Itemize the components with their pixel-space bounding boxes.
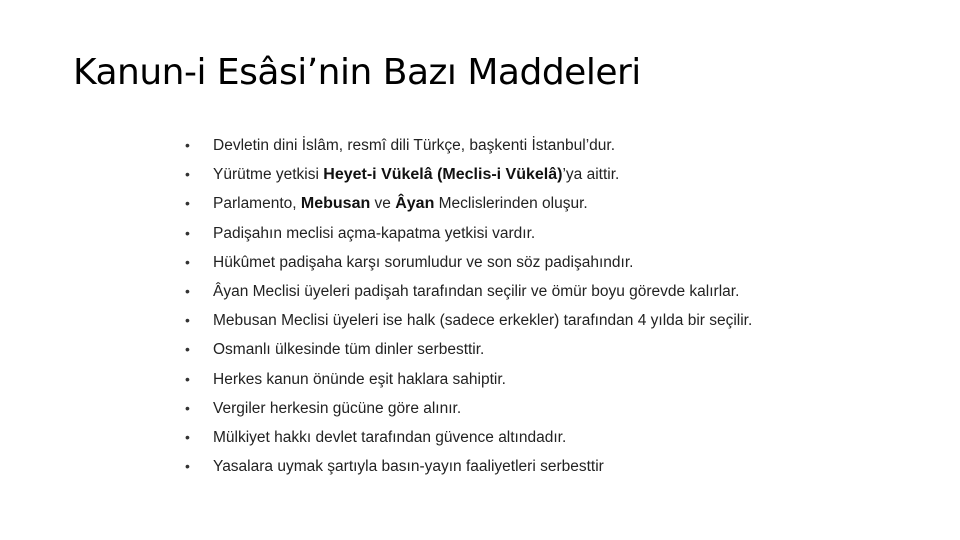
bullet-item	[185, 248, 805, 277]
bullet-segment: ve	[370, 195, 396, 213]
bullet-item	[185, 189, 805, 218]
bullet-segment: Osmanlı ülkesinde tüm dinler serbesttir.	[213, 341, 485, 359]
bullet-dot-icon: •	[185, 282, 190, 299]
bullet-dot-icon: •	[185, 458, 190, 475]
bullet-text	[213, 312, 752, 329]
bullet-dot-icon: •	[185, 195, 190, 212]
bullet-item	[185, 365, 805, 394]
bullet-item	[185, 335, 805, 364]
bullet-text	[213, 195, 588, 212]
bullet-item	[185, 423, 805, 452]
bullet-dot-icon: •	[185, 137, 190, 153]
bullet-emphasis: Heyet-i Vükelâ (Meclis-i Vükelâ)	[323, 166, 563, 184]
bullet-item	[185, 306, 805, 335]
bullet-text	[213, 283, 739, 300]
bullet-dot-icon: •	[185, 253, 190, 270]
bullet-dot-icon: •	[185, 428, 190, 445]
bullet-dot-icon: •	[185, 312, 190, 329]
bullet-item	[185, 131, 805, 160]
bullet-item	[185, 219, 805, 248]
bullet-text	[213, 400, 461, 417]
bullet-item	[185, 452, 805, 481]
bullet-text	[213, 458, 604, 475]
bullet-segment: Hükûmet padişaha karşı sorumludur ve son söz padişahındır.	[213, 253, 634, 271]
bullet-item	[185, 277, 805, 306]
slide-title: Kanun-i Esâsi’nin Bazı Maddeleri	[73, 52, 641, 93]
bullet-text	[213, 254, 633, 271]
bullet-item	[185, 160, 805, 189]
bullet-segment: Herkes kanun önünde eşit haklara sahiptir.	[213, 370, 506, 388]
bullet-segment: Devletin dini İslâm, resmî dili Türkçe, başkenti İstanbul’dur.	[213, 137, 616, 154]
bullet-text	[213, 341, 484, 358]
bullet-segment: Mülkiyet hakkı devlet tarafından güvence altındadır.	[213, 428, 567, 446]
bullet-dot-icon: •	[185, 341, 190, 358]
bullet-segment: Meclislerinden oluşur.	[434, 195, 588, 213]
bullet-segment: ’ya aittir.	[562, 166, 620, 184]
bullet-segment: Mebusan Meclisi üyeleri ise halk (sadece erkekler) tarafından 4 yılda bir seçilir.	[213, 312, 753, 330]
bullet-segment: Yürütme yetkisi	[213, 166, 324, 184]
bullet-segment: Parlamento,	[213, 195, 301, 213]
bullet-item	[185, 394, 805, 423]
bullet-segment: Vergiler herkesin gücüne göre alınır.	[213, 399, 462, 417]
bullet-emphasis: Âyan	[395, 195, 435, 213]
bullet-segment: Yasalara uymak şartıyla basın-yayın faaliyetleri serbesttir	[213, 458, 604, 476]
bullet-text	[213, 371, 506, 388]
bullet-dot-icon: •	[185, 224, 190, 241]
bullet-dot-icon: •	[185, 399, 190, 416]
bullet-text	[213, 225, 535, 242]
bullet-text	[213, 137, 615, 154]
bullet-list	[185, 131, 805, 481]
bullet-dot-icon: •	[185, 370, 190, 387]
bullet-segment: Âyan Meclisi üyeleri padişah tarafından seçilir ve ömür boyu görevde kalırlar.	[213, 282, 740, 300]
bullet-text	[213, 166, 619, 183]
bullet-segment: Padişahın meclisi açma-kapatma yetkisi vardır.	[213, 224, 536, 242]
bullet-dot-icon: •	[185, 166, 190, 183]
bullet-emphasis: Mebusan	[300, 195, 371, 213]
bullet-text	[213, 429, 566, 446]
